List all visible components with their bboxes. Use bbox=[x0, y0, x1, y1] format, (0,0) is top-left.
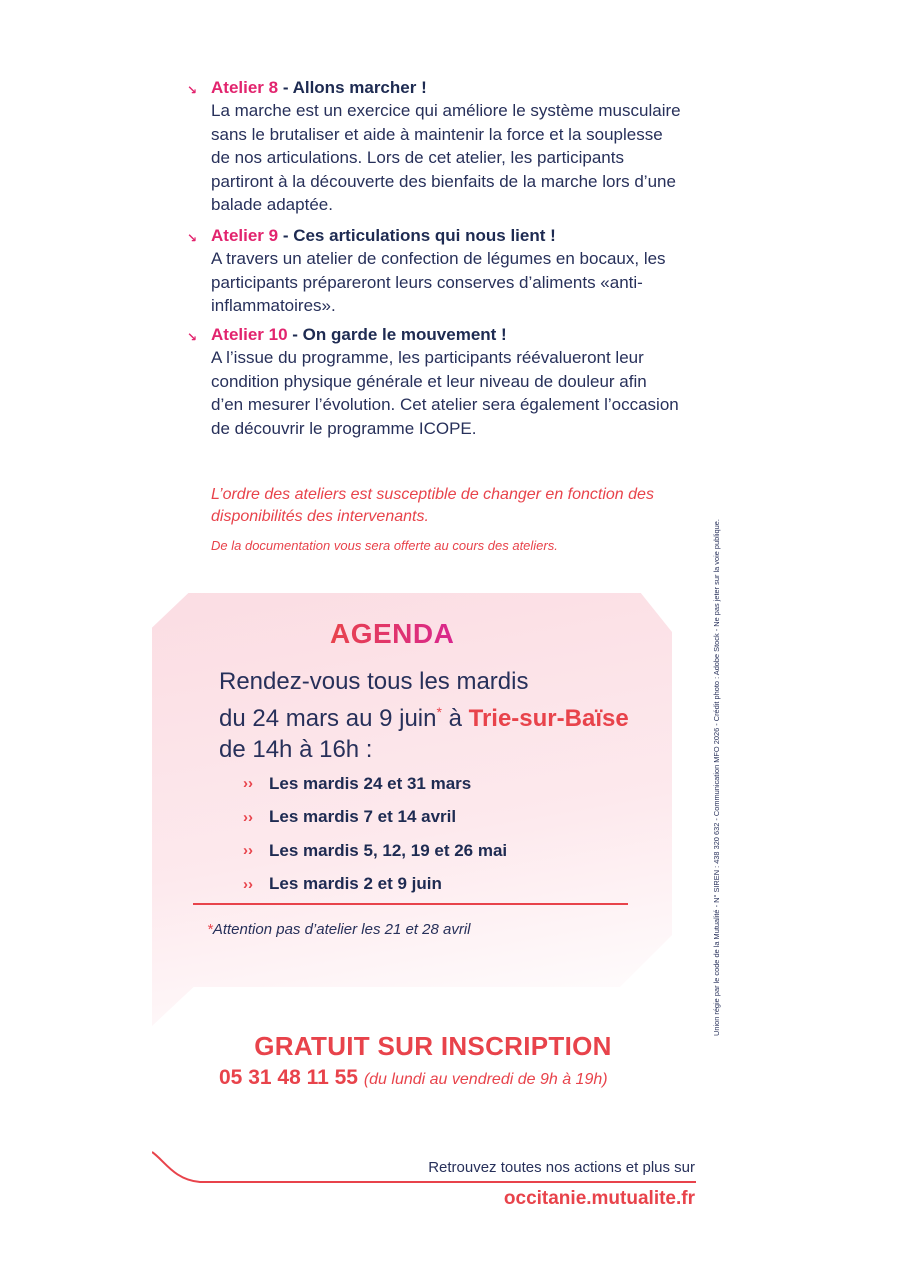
phone-number[interactable]: 05 31 48 11 55 bbox=[219, 1066, 358, 1089]
legal-mentions: Union régie par le code de la Mutualité - N° SIREN : 438 320 632 - Communication MFO 2026 - Crédit photo : Adobe Stock - Ne pas jeter sur la voie publique. bbox=[712, 519, 721, 1036]
agenda-title: AGENDA bbox=[330, 618, 455, 649]
atelier-10-label: Atelier 10 bbox=[211, 325, 288, 344]
agenda-city: Trie-sur-Baïse bbox=[468, 705, 629, 732]
order-note: L’ordre des ateliers est susceptible de changer en fonction des disponibilités des intervenants. bbox=[211, 486, 654, 525]
chevron-right-icon: ›› bbox=[243, 875, 253, 893]
atelier-9-heading: ↘ Atelier 9 - Ces articulations qui nous lient ! bbox=[211, 224, 681, 247]
documentation-note: De la documentation vous sera offerte au cours des ateliers. bbox=[211, 538, 558, 553]
agenda-line-1: Rendez-vous tous les mardis bbox=[219, 668, 529, 695]
atelier-8-title: Allons marcher ! bbox=[292, 78, 427, 97]
website-link[interactable]: occitanie.mutualite.fr bbox=[503, 1188, 695, 1209]
atelier-8-label: Atelier 8 bbox=[211, 78, 279, 97]
list-item: ›› Les mardis 2 et 9 juin bbox=[243, 874, 442, 894]
atelier-10-title: On garde le mouvement ! bbox=[302, 325, 507, 344]
agenda-footnote-star: * bbox=[436, 704, 442, 720]
chevron-right-icon: ›› bbox=[243, 842, 253, 860]
atelier-8-body: La marche est un exercice qui améliore le système musculaire sans le brutaliser et aide à maintenir la force et la souplesse de nos articulations. Lors de cet atelier, les participants partiront à la découverte des bienfaits de la marche lors d’une balade adaptée. bbox=[211, 101, 681, 214]
inscription-title: GRATUIT SUR INSCRIPTION bbox=[254, 1031, 612, 1061]
attention-note: *Attention pas d’atelier les 21 et 28 avril bbox=[207, 921, 471, 938]
arrow-down-right-icon: ↘ bbox=[187, 83, 198, 97]
phone-line bbox=[219, 1066, 608, 1090]
atelier-9 bbox=[187, 224, 681, 318]
chevron-right-icon: ›› bbox=[243, 808, 253, 826]
list-item: ›› Les mardis 7 et 14 avril bbox=[243, 807, 457, 827]
agenda-dates bbox=[243, 767, 507, 901]
atelier-9-label: Atelier 9 bbox=[211, 226, 279, 245]
atelier-8-heading: ↘ Atelier 8 - Allons marcher ! bbox=[211, 76, 681, 99]
atelier-8 bbox=[187, 76, 681, 217]
atelier-10-heading: ↘ Atelier 10 - On garde le mouvement ! bbox=[211, 323, 681, 346]
atelier-10-body: A l’issue du programme, les participants réévalueront leur condition physique générale et leur niveau de douleur afin d’en mesurer l’évolution. Cet atelier sera également l’occasion de découvrir le programme ICOPE. bbox=[211, 348, 679, 438]
list-item: ›› Les mardis 5, 12, 19 et 26 mai bbox=[243, 840, 508, 860]
atelier-9-body: A travers un atelier de confection de légumes en bocaux, les participants prépareront leurs conserves d’aliments «anti-inflammatoires». bbox=[211, 249, 666, 315]
agenda-line-2: du 24 mars au 9 juin* à Trie-sur-Baïse bbox=[219, 704, 629, 732]
arrow-down-right-icon: ↘ bbox=[187, 330, 198, 344]
phone-hours: (du lundi au vendredi de 9h à 19h) bbox=[363, 1071, 608, 1088]
list-item: ›› Les mardis 24 et 31 mars bbox=[243, 773, 472, 793]
agenda-line-3: de 14h à 16h : bbox=[219, 736, 373, 763]
footer-retrouvez: Retrouvez toutes nos actions et plus sur bbox=[428, 1159, 695, 1176]
arrow-down-right-icon: ↘ bbox=[187, 231, 198, 245]
atelier-10 bbox=[187, 323, 681, 440]
atelier-9-title: Ces articulations qui nous lient ! bbox=[293, 226, 556, 245]
chevron-right-icon: ›› bbox=[243, 775, 253, 793]
agenda-divider bbox=[193, 903, 628, 905]
agenda-rendezvous bbox=[219, 666, 659, 765]
